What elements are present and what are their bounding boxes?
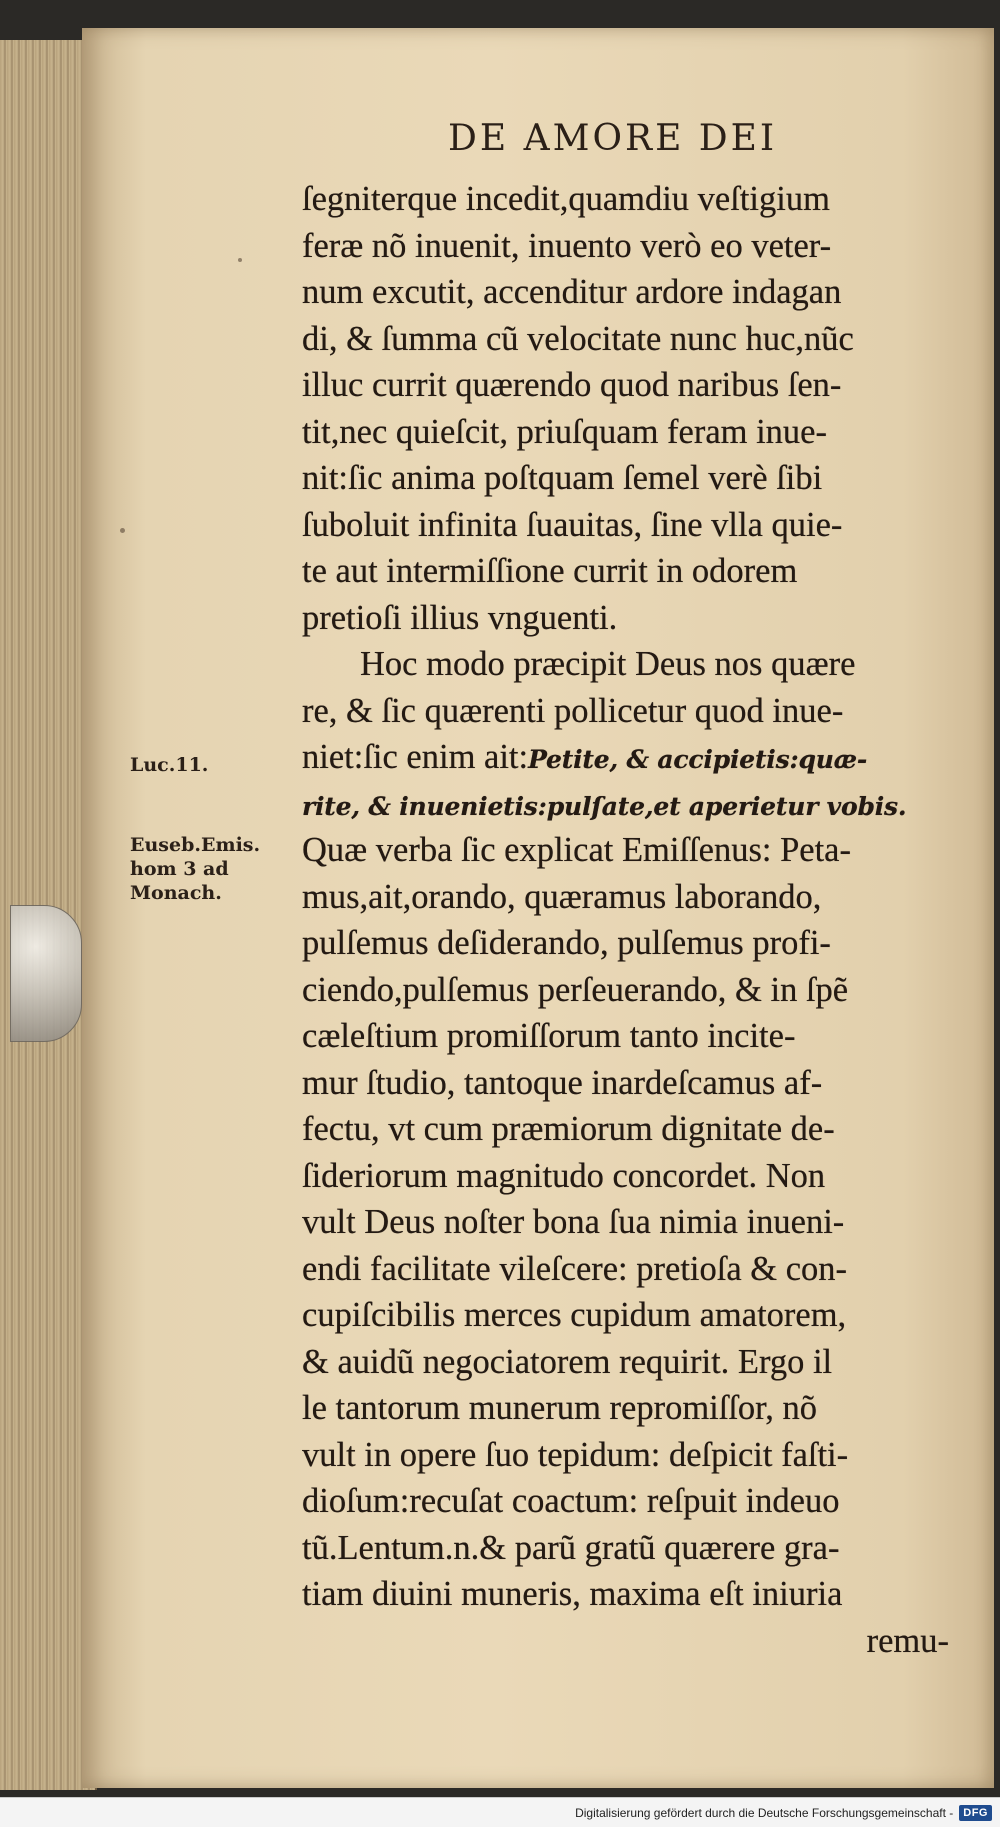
text-line: illuc currit quærendo quod naribus ſen- <box>302 366 842 404</box>
dfg-logo-icon: DFG <box>959 1805 992 1821</box>
paragraph-start-line: Hoc modo præcipit Deus nos quære <box>360 645 856 683</box>
text-line: di, & ſumma cũ velocitate nunc huc,nũc <box>302 319 854 358</box>
text-line: ciendo,pulſemus perſeuerando, & in ſpẽ <box>302 970 849 1009</box>
text-line: nit:ſic anima poſtquam ſemel verè ſibi <box>302 459 823 497</box>
text-line: ſuboluit infinita ſuauitas, ſine vlla quie- <box>302 505 843 544</box>
text-line: ſegniterque incedit,quamdiu veſtigium <box>302 180 830 218</box>
text-line: num excutit, accenditur ardore indagan <box>302 273 842 311</box>
text-line: Quæ verba ſic explicat Emiſſenus: Peta- <box>302 831 851 869</box>
text-line: pretioſi illius vnguenti. <box>302 598 618 637</box>
catchword: remu- <box>866 1621 949 1660</box>
paper-speck <box>120 528 125 533</box>
text-line: cæleſtium promiſſorum tanto incite- <box>302 1017 796 1055</box>
text-line: mus,ait,orando, quæramus laborando, <box>302 877 822 916</box>
italic-quotation: rite, <box>302 791 369 821</box>
book-clasp <box>10 905 82 1042</box>
italic-quotation: Petite, & accipietis:quæ- <box>528 745 868 774</box>
text-line-italic <box>302 781 957 828</box>
text-line: fectu, vt cum præmiorum dignitate de- <box>302 1110 835 1148</box>
text-line: le tantorum munerum repromiſſor, nõ <box>302 1389 818 1427</box>
text-line: ſideriorum magnitudo concordet. Non <box>302 1156 826 1195</box>
roman-run: niet:ſic enim ait: <box>302 738 529 776</box>
margin-note-line: hom 3 ad <box>130 858 229 880</box>
text-line: tiam diuini muneris, maxima eſt iniuria <box>302 1575 843 1613</box>
text-line-with-italic <box>302 734 957 781</box>
paper-speck <box>238 258 242 262</box>
text-line: mur ſtudio, tantoque inardeſcamus af- <box>302 1063 823 1102</box>
margin-note-eusebius <box>130 833 290 905</box>
body-text <box>302 176 957 1664</box>
text-line: dioſum:recuſat coactum: reſpuit indeuo <box>302 1482 840 1520</box>
text-line: re, & ſic quærenti pollicetur quod inue- <box>302 691 844 730</box>
text-line: endi facilitate vileſcere: pretioſa & con- <box>302 1249 848 1288</box>
running-head: DE AMORE DEI <box>448 118 778 159</box>
text-line: te aut intermiſſione currit in odorem <box>302 552 798 590</box>
italic-quotation: & inuenietis:pulſate,et aperietur vobis. <box>368 791 907 821</box>
digitization-credit: Digitalisierung gefördert durch die Deutsche Forschungsgemeinschaft - <box>575 1805 954 1820</box>
margin-note-line: Euseb.Emis. <box>130 834 261 856</box>
text-line: & auidũ negociatorem requirit. Ergo il <box>302 1342 833 1381</box>
digitization-credit-bar <box>0 1797 1000 1827</box>
text-line: feræ nõ inuenit, inuento verò eo veter- <box>302 226 832 265</box>
margin-note-luc: Luc.11. <box>130 754 209 776</box>
text-line: tũ.Lentum.n.& parũ gratũ quærere gra- <box>302 1528 840 1567</box>
text-line: vult in opere ſuo tepidum: deſpicit faſti- <box>302 1435 849 1474</box>
text-line: tit,nec quieſcit, priuſquam feram inue- <box>302 412 827 451</box>
margin-note-line: Monach. <box>130 882 222 904</box>
text-line: cupiſcibilis merces cupidum amatorem, <box>302 1296 847 1334</box>
text-line: vult Deus noſter bona ſua nimia inueni- <box>302 1203 845 1241</box>
text-line: pulſemus deſiderando, pulſemus profi- <box>302 924 831 962</box>
